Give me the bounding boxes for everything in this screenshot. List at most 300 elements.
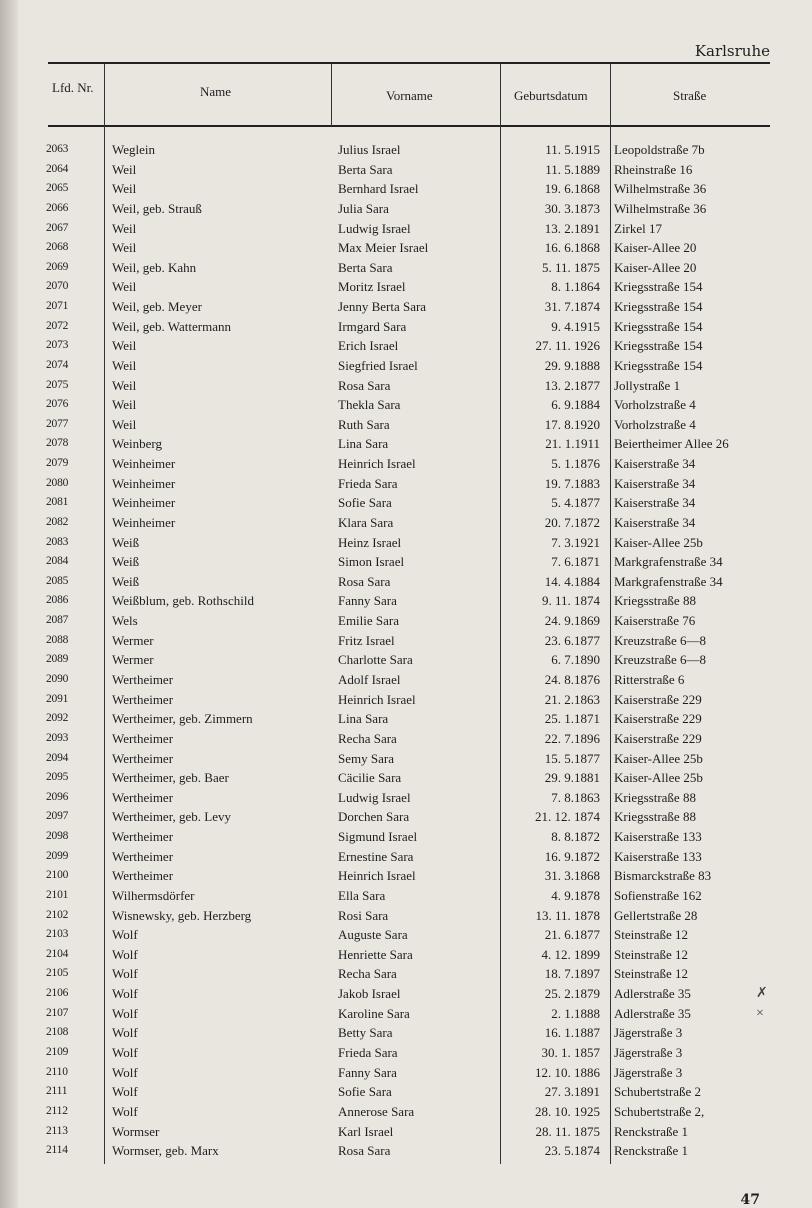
entry-street: Beiertheimer Allee 26 bbox=[614, 436, 729, 452]
table-row bbox=[0, 533, 812, 553]
entry-birth-date: 12. 10. 1886 bbox=[535, 1064, 600, 1080]
entry-surname: Wertheimer bbox=[112, 829, 174, 845]
table-row bbox=[0, 336, 812, 356]
entry-first-name: Charlotte Sara bbox=[338, 652, 413, 668]
table-row bbox=[0, 317, 812, 337]
entry-first-name: Ludwig Israel bbox=[338, 789, 411, 805]
entry-birth-date: 20. 7.1872 bbox=[544, 514, 600, 530]
table-row bbox=[0, 945, 812, 965]
entry-street: Wilhelmstraße 36 bbox=[614, 200, 707, 216]
entry-birth-date: 25. 1.1871 bbox=[544, 711, 600, 727]
entry-first-name: Recha Sara bbox=[338, 730, 397, 746]
entry-surname: Weil, geb. Kahn bbox=[112, 259, 197, 275]
entry-first-name: Frieda Sara bbox=[338, 1044, 398, 1060]
entry-first-name: Heinrich Israel bbox=[338, 456, 416, 472]
entry-surname: Weiß bbox=[112, 554, 140, 570]
entry-first-name: Adolf Israel bbox=[338, 672, 401, 687]
entry-number: 2068 bbox=[46, 241, 69, 254]
table-row bbox=[0, 886, 812, 906]
entry-street: Kriegsstraße 154 bbox=[614, 338, 703, 354]
table-row bbox=[0, 1004, 812, 1024]
entry-surname: Weil bbox=[112, 240, 137, 256]
table-row bbox=[0, 493, 812, 513]
entry-birth-date: 11. 5.1915 bbox=[545, 142, 600, 157]
entry-surname: Weil bbox=[112, 220, 137, 236]
entry-first-name: Erich Israel bbox=[338, 338, 399, 354]
entry-number: 2106 bbox=[46, 987, 69, 1000]
entry-surname: Wolf bbox=[112, 986, 138, 1002]
entry-surname: Weil bbox=[112, 161, 137, 177]
table-row bbox=[0, 140, 812, 160]
entry-number: 2094 bbox=[46, 751, 69, 764]
entry-birth-date: 25. 2.1879 bbox=[544, 986, 600, 1002]
entry-number: 2088 bbox=[46, 633, 69, 646]
entry-birth-date: 31. 7.1874 bbox=[544, 299, 600, 315]
entry-number: 2096 bbox=[46, 790, 69, 803]
entry-surname: Wolf bbox=[112, 966, 138, 982]
table-row bbox=[0, 866, 812, 886]
entry-street: Kriegsstraße 88 bbox=[614, 593, 696, 609]
entry-birth-date: 28. 10. 1925 bbox=[535, 1103, 600, 1119]
entry-number: 2071 bbox=[46, 300, 69, 313]
entry-number: 2075 bbox=[46, 378, 69, 391]
entry-birth-date: 17. 8.1920 bbox=[544, 416, 600, 432]
entry-first-name: Heinrich Israel bbox=[338, 868, 416, 884]
entry-surname: Weil, geb. Wattermann bbox=[112, 318, 231, 334]
table-row bbox=[0, 768, 812, 788]
entry-surname: Wels bbox=[112, 613, 138, 629]
entry-number: 2073 bbox=[46, 339, 69, 352]
entry-surname: Wertheimer bbox=[112, 672, 174, 687]
entry-number: 2078 bbox=[46, 437, 69, 450]
entry-first-name: Karoline Sara bbox=[338, 1005, 410, 1021]
entry-birth-date: 30. 1. 1857 bbox=[541, 1044, 600, 1060]
entry-street: Kaiserstraße 133 bbox=[614, 848, 702, 864]
table-row bbox=[0, 297, 812, 317]
entry-birth-date: 5. 11. 1875 bbox=[541, 259, 600, 275]
entry-number: 2108 bbox=[46, 1026, 69, 1039]
entry-first-name: Bernhard Israel bbox=[338, 181, 419, 197]
entry-number: 2089 bbox=[46, 653, 69, 666]
entry-street: Kaiserstraße 34 bbox=[614, 514, 696, 530]
entry-street: Zirkel 17 bbox=[614, 220, 663, 236]
entry-birth-date: 22. 7.1896 bbox=[544, 730, 600, 746]
entry-street: Bismarckstraße 83 bbox=[614, 868, 712, 884]
entry-surname: Weinberg bbox=[112, 436, 162, 452]
entry-first-name: Ruth Sara bbox=[338, 416, 390, 432]
entry-first-name: Heinrich Israel bbox=[338, 691, 416, 707]
entry-number: 2077 bbox=[46, 417, 69, 430]
entry-street: Steinstraße 12 bbox=[614, 966, 689, 982]
entry-first-name: Emilie Sara bbox=[338, 613, 400, 629]
entry-first-name: Dorchen Sara bbox=[338, 809, 410, 825]
entry-first-name: Julius Israel bbox=[338, 142, 401, 157]
column-header-vorname: Vorname bbox=[386, 88, 433, 103]
entry-first-name: Fritz Israel bbox=[338, 632, 395, 648]
entry-birth-date: 14. 4.1884 bbox=[544, 573, 600, 589]
entry-surname: Wertheimer bbox=[112, 789, 174, 805]
entry-street: Vorholzstraße 4 bbox=[614, 416, 696, 432]
table-row bbox=[0, 984, 812, 1004]
entry-number: 2070 bbox=[46, 280, 69, 293]
entry-surname: Wisnewsky, geb. Herzberg bbox=[112, 907, 252, 923]
entry-number: 2105 bbox=[46, 967, 69, 980]
entry-number: 2069 bbox=[46, 260, 69, 273]
entry-surname: Wertheimer, geb. Levy bbox=[112, 809, 231, 825]
table-row bbox=[0, 1141, 812, 1161]
table-row bbox=[0, 572, 812, 592]
entry-street: Kreuzstraße 6—8 bbox=[614, 652, 707, 668]
entry-birth-date: 23. 5.1874 bbox=[544, 1143, 600, 1159]
table-row bbox=[0, 474, 812, 494]
entry-number: 2095 bbox=[46, 771, 69, 784]
entry-birth-date: 5. 1.1876 bbox=[551, 456, 600, 472]
entry-birth-date: 23. 6.1877 bbox=[544, 632, 600, 648]
entry-street: Kriegsstraße 154 bbox=[614, 299, 703, 315]
entry-street: Kriegsstraße 154 bbox=[614, 357, 703, 373]
entry-surname: Wertheimer bbox=[112, 691, 174, 707]
entry-number: 2097 bbox=[46, 810, 69, 823]
entry-birth-date: 6. 9.1884 bbox=[551, 397, 600, 413]
table-row bbox=[0, 395, 812, 415]
entry-number: 2092 bbox=[46, 712, 69, 725]
entry-first-name: Rosi Sara bbox=[338, 907, 389, 923]
entry-first-name: Thekla Sara bbox=[338, 397, 401, 413]
entry-surname: Wertheimer bbox=[112, 868, 174, 884]
entry-number: 2080 bbox=[46, 476, 69, 489]
entry-first-name: Heinz Israel bbox=[338, 534, 402, 550]
entry-first-name: Julia Sara bbox=[338, 200, 389, 216]
entry-first-name: Ludwig Israel bbox=[338, 220, 411, 236]
entry-birth-date: 4. 9.1878 bbox=[551, 887, 600, 903]
entry-birth-date: 29. 9.1888 bbox=[544, 357, 600, 373]
entry-surname: Wertheimer bbox=[112, 750, 174, 766]
entry-birth-date: 21. 1.1911 bbox=[545, 436, 600, 452]
table-row bbox=[0, 847, 812, 867]
entry-surname: Weil bbox=[112, 377, 137, 393]
entry-first-name: Recha Sara bbox=[338, 966, 397, 982]
table-row bbox=[0, 1102, 812, 1122]
entry-street: Kriegsstraße 88 bbox=[614, 809, 696, 825]
entry-birth-date: 16. 9.1872 bbox=[544, 848, 600, 864]
table-row bbox=[0, 1082, 812, 1102]
table-row bbox=[0, 729, 812, 749]
entry-birth-date: 27. 3.1891 bbox=[544, 1084, 600, 1100]
entry-first-name: Irmgard Sara bbox=[338, 318, 407, 334]
entry-surname: Wolf bbox=[112, 1084, 138, 1100]
entry-number: 2098 bbox=[46, 830, 69, 843]
entry-first-name: Lina Sara bbox=[338, 711, 389, 727]
entry-surname: Wertheimer, geb. Zimmern bbox=[112, 711, 253, 727]
entry-first-name: Henriette Sara bbox=[338, 946, 413, 962]
table-row bbox=[0, 611, 812, 631]
entry-number: 2093 bbox=[46, 731, 69, 744]
entry-number: 2111 bbox=[46, 1085, 68, 1098]
entry-birth-date: 9. 11. 1874 bbox=[541, 593, 600, 609]
entry-surname: Weil bbox=[112, 279, 137, 295]
entry-street: Ritterstraße 6 bbox=[614, 672, 685, 687]
table-row bbox=[0, 376, 812, 396]
entry-first-name: Rosa Sara bbox=[338, 377, 391, 393]
entry-birth-date: 24. 9.1869 bbox=[544, 613, 600, 629]
entry-number: 2091 bbox=[46, 692, 69, 705]
entry-first-name: Jenny Berta Sara bbox=[338, 299, 427, 315]
entry-surname: Weglein bbox=[112, 142, 155, 157]
entry-street: Jägerstraße 3 bbox=[614, 1044, 683, 1060]
entry-surname: Wertheimer bbox=[112, 730, 174, 746]
table-row bbox=[0, 219, 812, 239]
entry-street: Kaiser-Allee 20 bbox=[614, 240, 697, 256]
entry-first-name: Rosa Sara bbox=[338, 573, 391, 589]
entry-birth-date: 6. 7.1890 bbox=[551, 652, 600, 668]
entry-number: 2087 bbox=[46, 614, 69, 627]
entry-number: 2074 bbox=[46, 358, 69, 371]
entry-number: 2090 bbox=[46, 673, 69, 685]
entry-first-name: Klara Sara bbox=[338, 514, 394, 530]
table-row bbox=[0, 1023, 812, 1043]
entry-surname: Wermer bbox=[112, 652, 154, 668]
entry-surname: Wolf bbox=[112, 927, 138, 943]
table-row bbox=[0, 199, 812, 219]
entry-first-name: Moritz Israel bbox=[338, 279, 406, 295]
entry-surname: Weil bbox=[112, 338, 137, 354]
entry-number: 2076 bbox=[46, 398, 69, 411]
table-row bbox=[0, 807, 812, 827]
entry-first-name: Karl Israel bbox=[338, 1123, 394, 1139]
entry-first-name: Auguste Sara bbox=[338, 927, 408, 943]
entry-surname: Weil bbox=[112, 397, 137, 413]
entry-birth-date: 7. 6.1871 bbox=[551, 554, 600, 570]
entry-first-name: Frieda Sara bbox=[338, 475, 398, 491]
entry-birth-date: 4. 12. 1899 bbox=[541, 946, 600, 962]
entry-surname: Wolf bbox=[112, 1005, 138, 1021]
entry-number: 2113 bbox=[46, 1124, 68, 1137]
entry-birth-date: 16. 1.1887 bbox=[544, 1025, 600, 1041]
entry-street: Rheinstraße 16 bbox=[614, 161, 693, 177]
entry-street: Markgrafenstraße 34 bbox=[614, 573, 723, 589]
header-bottom-rule bbox=[48, 125, 770, 127]
table-row bbox=[0, 179, 812, 199]
entry-surname: Wermer bbox=[112, 632, 154, 648]
entry-street: Renckstraße 1 bbox=[614, 1123, 689, 1139]
entry-birth-date: 27. 11. 1926 bbox=[535, 338, 600, 354]
table-row bbox=[0, 434, 812, 454]
entry-surname: Weil, geb. Meyer bbox=[112, 299, 202, 315]
table-row bbox=[0, 709, 812, 729]
entry-surname: Wolf bbox=[112, 1044, 138, 1060]
entry-surname: Wormser bbox=[112, 1123, 160, 1139]
table-row bbox=[0, 591, 812, 611]
entry-street: Kaiser-Allee 25b bbox=[614, 770, 703, 786]
entry-surname: Weinheimer bbox=[112, 514, 176, 530]
entry-birth-date: 31. 3.1868 bbox=[544, 868, 600, 884]
entry-surname: Wormser, geb. Marx bbox=[112, 1143, 219, 1159]
entry-birth-date: 16. 6.1868 bbox=[544, 240, 600, 256]
entry-first-name: Fanny Sara bbox=[338, 1064, 397, 1080]
entry-street: Kaiserstraße 34 bbox=[614, 475, 696, 491]
entry-handwritten-mark: ✗ bbox=[756, 986, 768, 1002]
column-divider-name bbox=[331, 64, 332, 126]
entry-first-name: Lina Sara bbox=[338, 436, 389, 452]
entry-first-name: Ella Sara bbox=[338, 887, 386, 903]
entry-first-name: Jakob Israel bbox=[338, 986, 401, 1002]
table-row bbox=[0, 925, 812, 945]
entry-first-name: Sofie Sara bbox=[338, 495, 392, 511]
entry-number: 2101 bbox=[46, 888, 69, 901]
table-row bbox=[0, 1122, 812, 1142]
entry-first-name: Annerose Sara bbox=[338, 1103, 415, 1119]
entry-street: Jollystraße 1 bbox=[614, 377, 681, 393]
table-row bbox=[0, 160, 812, 180]
entry-street: Kaiserstraße 229 bbox=[614, 730, 702, 746]
entry-birth-date: 30. 3.1873 bbox=[544, 200, 600, 216]
page-number: 47 bbox=[740, 1192, 760, 1208]
entry-number: 2066 bbox=[46, 201, 69, 214]
entry-number: 2081 bbox=[46, 496, 69, 509]
table-row bbox=[0, 650, 812, 670]
entry-street: Kaiserstraße 229 bbox=[614, 691, 702, 707]
table-row bbox=[0, 454, 812, 474]
entry-number: 2065 bbox=[46, 182, 69, 195]
entry-street: Leopoldstraße 7b bbox=[614, 142, 705, 157]
entry-street: Gellertstraße 28 bbox=[614, 907, 698, 923]
city-heading: Karlsruhe bbox=[694, 42, 770, 60]
entry-street: Kaiser-Allee 25b bbox=[614, 750, 703, 766]
table-row bbox=[0, 552, 812, 572]
entry-handwritten-mark: × bbox=[756, 1005, 764, 1021]
entry-surname: Weil, geb. Strauß bbox=[112, 200, 202, 216]
entry-surname: Wolf bbox=[112, 1064, 138, 1080]
entry-surname: Weiß bbox=[112, 573, 140, 589]
entry-first-name: Simon Israel bbox=[338, 554, 405, 570]
table-top-rule bbox=[48, 62, 770, 64]
entry-surname: Weinheimer bbox=[112, 495, 176, 511]
entry-street: Adlerstraße 35 bbox=[614, 986, 691, 1002]
entry-street: Kaiserstraße 34 bbox=[614, 456, 696, 472]
entry-birth-date: 18. 7.1897 bbox=[544, 966, 600, 982]
table-row bbox=[0, 1063, 812, 1083]
entry-number: 2099 bbox=[46, 849, 69, 862]
table-row bbox=[0, 788, 812, 808]
table-row bbox=[0, 906, 812, 926]
entry-street: Kaiser-Allee 25b bbox=[614, 534, 703, 550]
entry-first-name: Berta Sara bbox=[338, 259, 393, 275]
entry-number: 2084 bbox=[46, 555, 69, 568]
entry-number: 2100 bbox=[46, 869, 69, 882]
entry-birth-date: 9. 4.1915 bbox=[551, 318, 600, 334]
entry-street: Markgrafenstraße 34 bbox=[614, 554, 723, 570]
entry-first-name: Siegfried Israel bbox=[338, 357, 418, 373]
entry-number: 2114 bbox=[46, 1144, 68, 1157]
entry-birth-date: 21. 6.1877 bbox=[544, 927, 600, 943]
entry-street: Schubertstraße 2, bbox=[614, 1103, 705, 1119]
entry-number: 2079 bbox=[46, 457, 69, 470]
entry-number: 2083 bbox=[46, 535, 69, 548]
entry-street: Kaiserstraße 34 bbox=[614, 495, 696, 511]
entry-number: 2104 bbox=[46, 947, 69, 960]
entry-number: 2109 bbox=[46, 1045, 69, 1058]
entry-birth-date: 19. 7.1883 bbox=[544, 475, 600, 491]
entry-surname: Weißblum, geb. Rothschild bbox=[112, 593, 254, 609]
entry-birth-date: 2. 1.1888 bbox=[551, 1005, 600, 1021]
entry-surname: Wilhermsdörfer bbox=[112, 887, 195, 903]
entry-surname: Wolf bbox=[112, 1103, 138, 1119]
entry-surname: Wertheimer, geb. Baer bbox=[112, 770, 229, 786]
entry-first-name: Ernestine Sara bbox=[338, 848, 414, 864]
entry-street: Vorholzstraße 4 bbox=[614, 397, 696, 413]
entry-street: Kreuzstraße 6—8 bbox=[614, 632, 707, 648]
table-row bbox=[0, 415, 812, 435]
entry-street: Sofienstraße 162 bbox=[614, 887, 702, 903]
entry-street: Adlerstraße 35 bbox=[614, 1005, 691, 1021]
entry-first-name: Rosa Sara bbox=[338, 1143, 391, 1159]
entry-first-name: Berta Sara bbox=[338, 161, 393, 177]
entry-surname: Weiß bbox=[112, 534, 140, 550]
entry-birth-date: 19. 6.1868 bbox=[544, 181, 600, 197]
entry-birth-date: 8. 8.1872 bbox=[551, 829, 600, 845]
entry-surname: Wertheimer bbox=[112, 848, 174, 864]
entry-street: Steinstraße 12 bbox=[614, 946, 689, 962]
entry-birth-date: 24. 8.1876 bbox=[544, 672, 600, 687]
entry-number: 2064 bbox=[46, 162, 69, 175]
entry-street: Kriegsstraße 154 bbox=[614, 318, 703, 334]
entry-number: 2103 bbox=[46, 928, 69, 941]
entry-surname: Weinheimer bbox=[112, 456, 176, 472]
entry-street: Schubertstraße 2 bbox=[614, 1084, 702, 1100]
entry-street: Kriegsstraße 88 bbox=[614, 789, 696, 805]
column-header-strasse: Straße bbox=[673, 88, 707, 103]
entry-surname: Weil bbox=[112, 416, 137, 432]
entry-birth-date: 21. 12. 1874 bbox=[535, 809, 600, 825]
entry-birth-date: 13. 2.1891 bbox=[544, 220, 600, 236]
column-header-name: Name bbox=[200, 84, 232, 99]
entry-birth-date: 7. 8.1863 bbox=[551, 789, 600, 805]
entry-first-name: Sofie Sara bbox=[338, 1084, 392, 1100]
entry-number: 2082 bbox=[46, 515, 69, 528]
entry-birth-date: 5. 4.1877 bbox=[551, 495, 600, 511]
entry-first-name: Semy Sara bbox=[338, 750, 394, 766]
entry-first-name: Sigmund Israel bbox=[338, 829, 418, 845]
table-row bbox=[0, 238, 812, 258]
entry-number: 2107 bbox=[46, 1006, 69, 1019]
entry-street: Wilhelmstraße 36 bbox=[614, 181, 707, 197]
table-row bbox=[0, 749, 812, 769]
table-row bbox=[0, 690, 812, 710]
entry-birth-date: 7. 3.1921 bbox=[551, 534, 600, 550]
entry-number: 2110 bbox=[46, 1065, 68, 1078]
table-row bbox=[0, 631, 812, 651]
entry-street: Steinstraße 12 bbox=[614, 927, 689, 943]
entry-birth-date: 29. 9.1881 bbox=[544, 770, 600, 786]
entry-number: 2067 bbox=[46, 221, 69, 234]
entry-first-name: Cäcilie Sara bbox=[338, 770, 402, 786]
entry-street: Kaiserstraße 76 bbox=[614, 613, 696, 629]
table-row bbox=[0, 356, 812, 376]
entry-surname: Weil bbox=[112, 181, 137, 197]
column-header-geburtsdatum: Geburtsdatum bbox=[514, 88, 588, 103]
entry-surname: Weil bbox=[112, 357, 137, 373]
entry-surname: Wolf bbox=[112, 946, 138, 962]
entry-first-name: Betty Sara bbox=[338, 1025, 393, 1041]
entry-birth-date: 8. 1.1864 bbox=[551, 279, 600, 295]
entry-street: Kaiserstraße 133 bbox=[614, 829, 702, 845]
entry-street: Jägerstraße 3 bbox=[614, 1025, 683, 1041]
entry-birth-date: 13. 11. 1878 bbox=[535, 907, 600, 923]
entry-birth-date: 15. 5.1877 bbox=[544, 750, 600, 766]
entry-street: Renckstraße 1 bbox=[614, 1143, 689, 1159]
table-row bbox=[0, 964, 812, 984]
entry-number: 2086 bbox=[46, 594, 69, 607]
